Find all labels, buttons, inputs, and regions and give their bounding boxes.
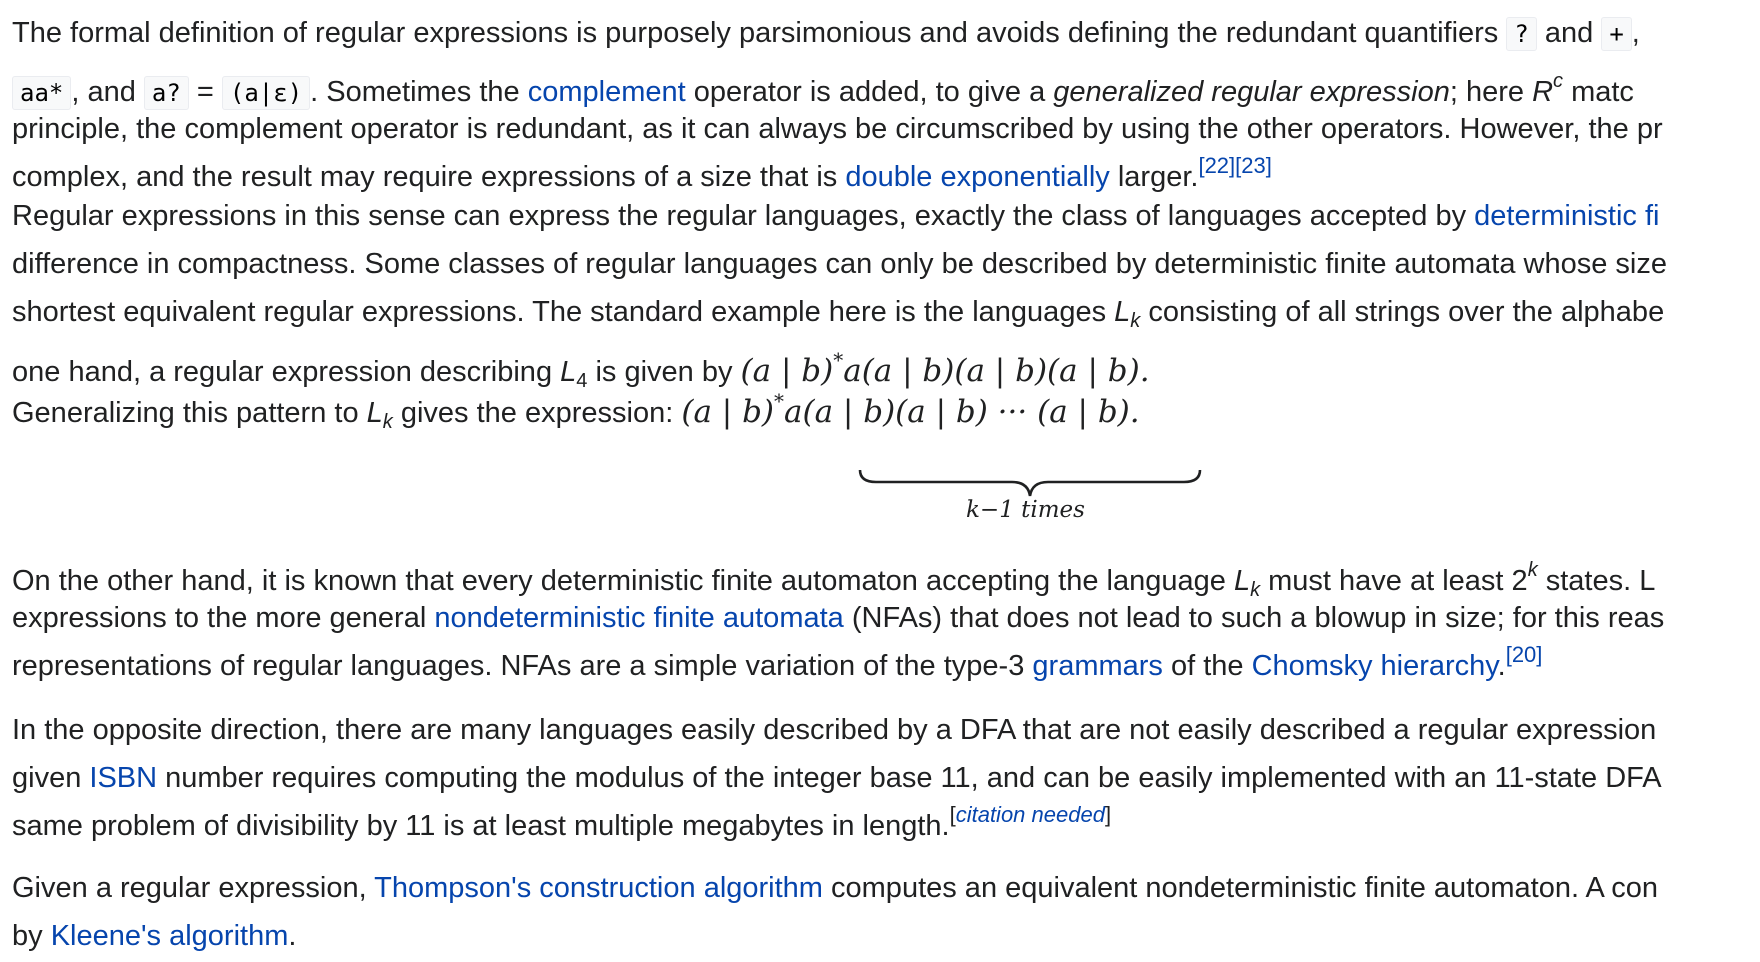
text: On the other hand, it is known that every deterministic finite automaton accepting the language [12,565,1234,597]
text: consisting of all strings over the alphabe [1140,296,1665,328]
line [12,9,1760,57]
var-exponent-k: k [1527,559,1538,581]
text: , [1631,17,1640,49]
text: Generalizing this pattern to [12,397,367,429]
link-grammars[interactable]: grammars [1032,650,1163,682]
term-generalized-regular-expression: generalized regular expression [1053,76,1450,108]
paragraph-thompson [12,864,1760,960]
text: complex, and the result may require expressions of a size that is [12,161,846,193]
text: matc [1563,76,1634,108]
text: of the [1162,650,1252,682]
text: . Sometimes the [310,76,528,108]
text: ; here [1449,76,1533,108]
code-a-question: a? [144,76,189,110]
text: same problem of divisibility by 11 is at least multiple megabytes in length. [12,810,950,842]
text: , and [71,76,144,108]
line [12,546,1760,601]
text: . [288,920,297,952]
line [12,912,1760,960]
text: is given by [587,356,741,388]
citation-needed[interactable]: [citation needed] [949,802,1112,827]
line: principle, the complement operator is redundant, as it can always be circumscribed by using the other operators. However, the pr [12,113,1663,145]
paragraph-regular-languages [12,192,1760,392]
paragraph-opposite-direction [12,706,1760,850]
text: number requires computing the modulus of the integer base 11, and can be easily implemented with an 11-state DFA [157,762,1662,794]
paragraph-quantifiers [12,9,1760,201]
text: computes an equivalent nondeterministic finite automaton. A con [822,872,1659,904]
reference-20[interactable]: [20] [1505,642,1543,667]
text: given [12,762,90,794]
text: must have at least 2 [1260,565,1528,597]
var-L-k: $L_k$ [366,397,393,433]
line [12,192,1760,240]
line [12,377,1760,433]
code-aa-star: aa* [12,76,71,110]
text: Regular expressions in this sense can express the regular languages, exactly the class of languages accepted by [12,200,1475,232]
text: Given a regular expression, [12,872,375,904]
code-a-or-epsilon: (a|ε) [222,76,310,110]
text: gives the expression: [392,397,682,429]
link-nondeterministic-finite-automata[interactable]: nondeterministic finite automata [434,602,844,634]
link-isbn[interactable]: ISBN [89,762,158,794]
reference-22[interactable]: [22] [1198,153,1236,178]
line [12,802,1760,850]
link-chomsky-hierarchy[interactable]: Chomsky hierarchy [1251,650,1498,682]
text: operator is added, to give a [685,76,1054,108]
text: . [1497,650,1506,682]
line: In the opposite direction, there are many languages easily described by a DFA that are not easily described a regular expression [12,714,1657,746]
line [12,57,1760,108]
var-L-k: $L_k$ [1233,565,1261,601]
code-question-mark: ? [1506,17,1536,51]
code-plus: + [1601,17,1631,51]
text: (NFAs) that does not lead to such a blowup in size; for this reas [843,602,1665,634]
link-deterministic-finite-automata[interactable]: deterministic fi [1474,200,1660,232]
link-kleenes-algorithm[interactable]: Kleene's algorithm [50,920,289,952]
text: expressions to the more general [12,602,435,634]
text: by [12,920,51,952]
math-expression-L4: (a | b)*a(a | b)(a | b)(a | b). [740,348,1150,389]
line [12,754,1760,802]
line [12,864,1760,912]
line: difference in compactness. Some classes of regular languages can only be described by deterministic finite automata whose size [12,248,1667,280]
underbrace-icon [858,468,1202,500]
link-double-exponentially[interactable]: double exponentially [845,161,1110,193]
text: larger. [1109,161,1199,193]
var-L-4: $L_4$ [560,356,588,392]
math-expression-Lk: (a | b)*a(a | b)(a | b) ··· (a | b). [681,389,1140,430]
link-complement[interactable]: complement [527,76,686,108]
text: representations of regular languages. NFAs are a simple variation of the type-3 [12,650,1033,682]
text: shortest equivalent regular expressions. The standard example here is the languages [12,296,1115,328]
line [12,288,1760,336]
text: The formal definition of regular expressions is purposely parsimonious and avoids defining the redundant quantifiers [12,17,1507,49]
paragraph-nfa [12,546,1760,690]
text: and [1536,17,1602,49]
text: = [188,76,222,108]
underbrace-label: k−1 times [966,497,1085,523]
reference-23[interactable]: [23] [1235,153,1272,178]
link-thompsons-construction[interactable]: Thompson's construction algorithm [374,872,823,904]
var-R-complement: $R^c$ [1532,70,1564,108]
var-L-k: $L_k$ [1114,296,1141,332]
generalized-expression-line [12,377,1760,433]
text: one hand, a regular expression describing [12,356,561,388]
line [12,594,1760,642]
line [12,642,1760,690]
text: states. L [1537,565,1656,597]
